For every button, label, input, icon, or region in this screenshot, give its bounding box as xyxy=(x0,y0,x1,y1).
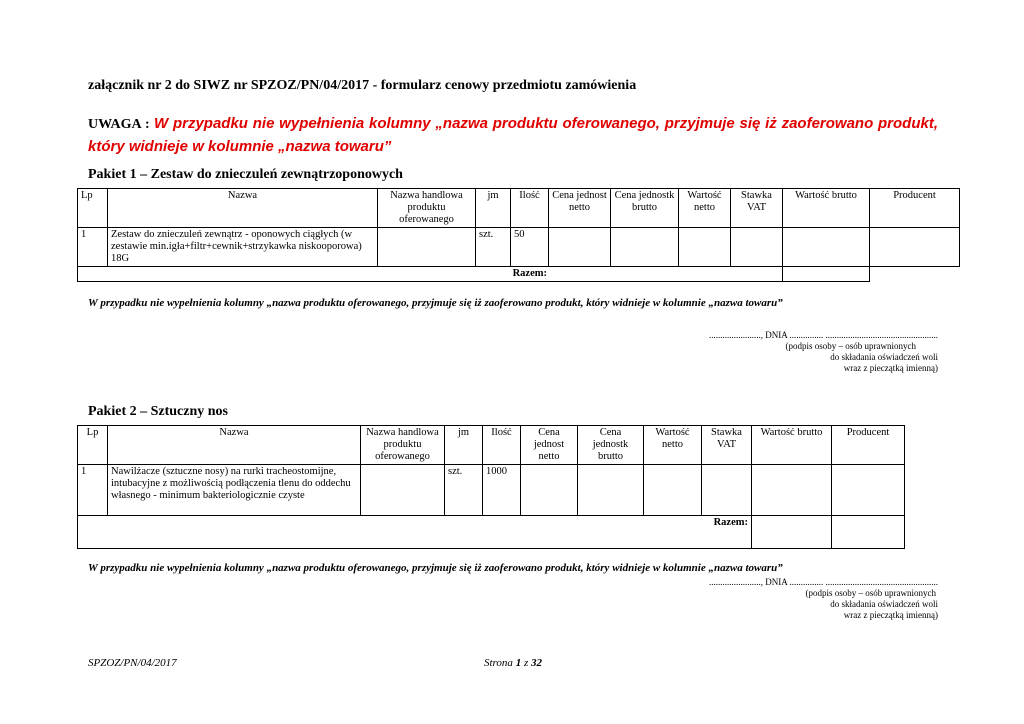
cell-cena-brutto[interactable] xyxy=(611,228,679,267)
page-total: 32 xyxy=(530,657,542,669)
uwaga-label: UWAGA : xyxy=(88,117,150,132)
signature-caption-3: wraz z pieczątką imienną) xyxy=(843,363,938,373)
col-nazwa: Nazwa xyxy=(108,426,361,465)
col-cena-brutto: Cena jednostk brutto xyxy=(611,189,679,228)
cell-lp: 1 xyxy=(78,228,108,267)
pakiet1-title: Pakiet 1 – Zestaw do znieczuleń zewnątrzoponowych xyxy=(88,167,403,182)
uwaga-notice xyxy=(88,113,938,158)
col-jm: jm xyxy=(445,426,483,465)
col-wartosc-netto: Wartość netto xyxy=(644,426,702,465)
col-cena-brutto: Cena jednostk brutto xyxy=(578,426,644,465)
cell-jm: szt. xyxy=(445,465,483,516)
col-ilosc: Ilość xyxy=(511,189,549,228)
document-title: załącznik nr 2 do SIWZ nr SPZOZ/PN/04/2017 - formularz cenowy przedmiotu zamówienia xyxy=(88,78,637,93)
cell-wartosc-brutto[interactable] xyxy=(752,465,832,516)
page-prefix: Strona xyxy=(484,657,516,669)
uwaga-text: W przypadku nie wypełnienia kolumny „nazwa produktu oferowanego, przyjmuje się iż zaoferowano produkt, który widnieje w kolumnie „nazwa towaru” xyxy=(88,115,939,155)
col-ilosc: Ilość xyxy=(483,426,521,465)
pakiet2-table xyxy=(77,425,905,549)
cell-cena-brutto[interactable] xyxy=(578,465,644,516)
cell-nazwa-handlowa[interactable] xyxy=(378,228,476,267)
cell-producent[interactable] xyxy=(870,228,960,267)
col-producent: Producent xyxy=(870,189,960,228)
cell-ilosc: 1000 xyxy=(483,465,521,516)
razem-value[interactable] xyxy=(752,516,832,549)
table-header-row xyxy=(78,189,960,228)
signature-caption-1: (podpis osoby – osób uprawnionych xyxy=(805,588,936,598)
cell-jm: szt. xyxy=(476,228,511,267)
col-stawka-vat: Stawka VAT xyxy=(702,426,752,465)
col-nazwa-handlowa: Nazwa handlowa produktu oferowanego xyxy=(361,426,445,465)
cell-wartosc-netto[interactable] xyxy=(644,465,702,516)
razem-label: Razem: xyxy=(78,516,752,549)
cell-nazwa: Zestaw do znieczuleń zewnątrz - oponowych ciągłych (w zestawie min.igła+filtr+cewnik+strzykawka niskooporowa) 18G xyxy=(108,228,378,267)
signature-caption-2: do składania oświadczeń woli xyxy=(830,352,938,362)
fill-note: W przypadku nie wypełnienia kolumny „nazwa produktu oferowanego, przyjmuje się iż zaoferowano produkt, który widnieje w kolumnie „nazwa towaru” xyxy=(88,297,783,309)
col-lp: Lp xyxy=(78,189,108,228)
col-stawka-vat: Stawka VAT xyxy=(731,189,783,228)
cell-stawka-vat[interactable] xyxy=(731,228,783,267)
col-wartosc-brutto: Wartość brutto xyxy=(783,189,870,228)
cell-nazwa-handlowa[interactable] xyxy=(361,465,445,516)
footer-doc-id: SPZOZ/PN/04/2017 xyxy=(88,657,177,669)
cell-stawka-vat[interactable] xyxy=(702,465,752,516)
signature-caption-1: (podpis osoby – osób uprawnionych xyxy=(785,341,916,351)
table-row xyxy=(78,465,905,516)
cell-wartosc-netto[interactable] xyxy=(679,228,731,267)
pakiet1-table xyxy=(77,188,960,282)
signature-caption-3: wraz z pieczątką imienną) xyxy=(843,610,938,620)
fill-note-2: W przypadku nie wypełnienia kolumny „nazwa produktu oferowanego, przyjmuje się iż zaoferowano produkt, który widnieje w kolumnie „nazwa towaru” xyxy=(88,562,783,574)
cell-cena-netto[interactable] xyxy=(549,228,611,267)
col-producent: Producent xyxy=(832,426,905,465)
cell-producent[interactable] xyxy=(832,465,905,516)
cell-lp: 1 xyxy=(78,465,108,516)
col-nazwa: Nazwa xyxy=(108,189,378,228)
cell-cena-netto[interactable] xyxy=(521,465,578,516)
signature-block xyxy=(600,330,938,374)
cell-ilosc: 50 xyxy=(511,228,549,267)
col-lp: Lp xyxy=(78,426,108,465)
cell-nazwa: Nawilżacze (sztuczne nosy) na rurki tracheostomijne, intubacyjne z możliwością podłączenia tlenu do oddechu własnego - minimum bakteriologicznie czyste xyxy=(108,465,361,516)
page-current: 1 xyxy=(515,657,522,669)
signature-line: ......................., DNIA ............... .................................................. xyxy=(709,330,938,340)
pakiet2-title: Pakiet 2 – Sztuczny nos xyxy=(88,404,228,419)
col-cena-netto: Cena jednost netto xyxy=(549,189,611,228)
col-nazwa-handlowa: Nazwa handlowa produktu oferowanego xyxy=(378,189,476,228)
razem-row xyxy=(78,267,960,282)
page-mid: z xyxy=(521,657,531,669)
cell-wartosc-brutto[interactable] xyxy=(783,228,870,267)
signature-caption-2: do składania oświadczeń woli xyxy=(830,599,938,609)
col-wartosc-netto: Wartość netto xyxy=(679,189,731,228)
footer-page-number xyxy=(484,657,542,669)
col-wartosc-brutto: Wartość brutto xyxy=(752,426,832,465)
razem-value[interactable] xyxy=(783,267,870,282)
col-cena-netto: Cena jednost netto xyxy=(521,426,578,465)
razem-label: Razem: xyxy=(78,267,783,282)
signature-block-2 xyxy=(600,577,938,621)
table-header-row xyxy=(78,426,905,465)
col-jm: jm xyxy=(476,189,511,228)
signature-line: ......................., DNIA ............... .................................................. xyxy=(709,577,938,587)
table-row xyxy=(78,228,960,267)
razem-row xyxy=(78,516,905,549)
